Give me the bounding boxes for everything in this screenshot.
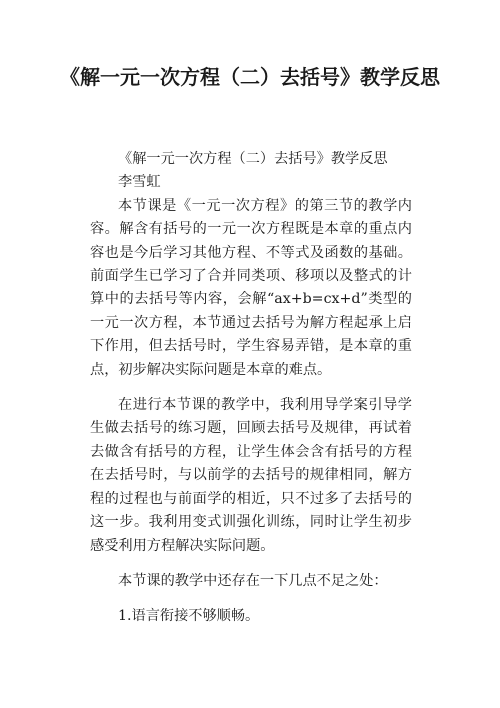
document-title: 《解一元一次方程（二）去括号》教学反思	[60, 65, 440, 89]
paragraph-2: 在进行本节课的教学中，我利用导学案引导学生做去括号的练习题，回顾去括号及规律，再试着去做含有括号的方程，让学生体会含有括号的方程在去括号时，与以前学的去括号的规律相同，解方程的过程也与前面学的相近，只不过多了去括号的这一步。我利用变式训强化训练，同时让学生初步感受利用方程解决实际问题。	[90, 397, 412, 554]
paragraph-3: 本节课的教学中还存在一下几点不足之处：	[118, 572, 388, 589]
subtitle-line: 《解一元一次方程（二）去括号》教学反思	[118, 151, 388, 167]
document-body	[90, 148, 412, 629]
author-line: 李雪虹	[118, 174, 161, 191]
paragraph-1: 本节课是《一元一次方程》的第三节的教学内容。解含有括号的一元一次方程既是本章的重点内容也是今后学习其他方程、不等式及函数的基础。前面学生已学习了合并同类项、移项以及整式的计算中的去括号等内容，会解“ax+b=cx+d”类型的一元一次方程，本节通过去括号为解方程起承上启下作用，但去括号时，学生容易弄错，是本章的重点，初步解决实际问题是本章的难点。	[90, 197, 412, 378]
paragraph-4: 1.语言衔接不够顺畅。	[118, 608, 260, 625]
